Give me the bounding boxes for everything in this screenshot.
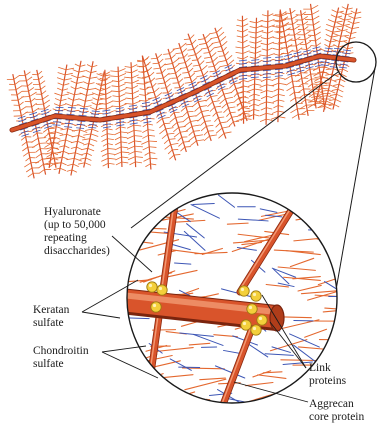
link-protein [251, 325, 261, 335]
link-protein [251, 291, 261, 301]
chondroitin-sulfate-chain [342, 295, 383, 301]
aggrecan-molecule [78, 119, 98, 167]
aggrecan-molecule [110, 67, 127, 117]
link-protein [241, 320, 251, 330]
aggrecan-molecule [295, 62, 314, 116]
chondroitin-sulfate-chain [291, 190, 324, 196]
keratan-sulfate-chain [327, 208, 344, 220]
aggrecan-molecule [140, 113, 157, 170]
aggrecan-molecule [235, 16, 249, 70]
aggrecan-molecule [19, 70, 40, 122]
hyaluronate-label: Hyaluronate (up to 50,000 repeating disaccharides) [44, 206, 110, 258]
chondroitin-sulfate-chain [281, 360, 317, 361]
link-protein [157, 285, 167, 295]
aggrecan-molecule [156, 108, 180, 160]
keratan-sulfate-chain [139, 197, 171, 200]
keratan-sulfate-chain [129, 374, 152, 387]
keratan-sulfate-chain [184, 407, 207, 419]
hyaluronate-tube-end [270, 305, 284, 331]
aggrecan-molecule [101, 119, 116, 168]
link-protein [247, 304, 257, 314]
keratan-sulfate-chain [278, 196, 307, 206]
chondroitin-sulfate-chain [237, 186, 273, 192]
chondroitin-sulfate-chain [336, 210, 373, 211]
aggrecan-molecule [259, 68, 274, 125]
aggrecan-core-protein-label: Aggrecan core protein [309, 398, 364, 424]
keratan-sulfate-chain [342, 298, 363, 303]
chondroitin-sulfate-chain [331, 244, 352, 245]
aggrecan-molecule [124, 62, 140, 114]
chondroitin-sulfate-chain [280, 398, 299, 405]
keratan-sulfate-chain [210, 192, 225, 193]
keratan-sulfate-chain [133, 406, 153, 414]
chondroitin-sulfate-chain [130, 374, 163, 385]
keratan-sulfate-chain [302, 221, 318, 222]
aggrecan-molecule [19, 126, 40, 178]
aggrecan-molecule [303, 4, 321, 57]
chondroitin-sulfate-chain [327, 202, 365, 211]
chondroitin-sulfate-label: Chondroitin sulfate [33, 345, 89, 371]
chondroitin-sulfate-chain [141, 189, 179, 191]
link-protein [151, 302, 161, 312]
proteoglycan-aggregate [7, 4, 361, 179]
chondroitin-sulfate-chain [332, 351, 351, 353]
aggrecan-molecule [7, 74, 28, 126]
aggrecan-molecule [173, 43, 200, 92]
keratan-sulfate-chain [170, 405, 191, 416]
aggrecan-molecule [32, 70, 51, 119]
chondroitin-sulfate-chain [255, 402, 297, 408]
zoom-line-right [336, 68, 375, 290]
chondroitin-sulfate-chain [171, 399, 207, 405]
keratan-sulfate-chain [330, 334, 353, 336]
link-proteins-label: Link proteins [309, 362, 346, 388]
aggrecan-molecule [192, 92, 217, 141]
zoom-source-circle [336, 42, 376, 82]
aggrecan-molecule [247, 69, 263, 120]
keratan-sulfate-chain [130, 407, 162, 413]
keratan-sulfate-chain [340, 232, 357, 241]
link-protein [239, 286, 249, 296]
chondroitin-sulfate-chain [325, 200, 346, 205]
aggrecan-molecule [77, 61, 97, 118]
link-protein [147, 282, 157, 292]
aggrecan-molecule [198, 34, 222, 80]
zoomed-detail [112, 185, 384, 425]
chondroitin-sulfate-chain [304, 389, 324, 390]
chondroitin-sulfate-chain [317, 235, 340, 239]
chondroitin-sulfate-chain [313, 390, 335, 391]
aggrecan-molecule [127, 115, 143, 167]
aggrecan-molecule [259, 10, 274, 67]
aggrecan-molecule [53, 65, 74, 117]
aggrecan-molecule [114, 117, 129, 167]
keratan-sulfate-chain [149, 403, 160, 412]
keratan-sulfate-label: Keratan sulfate [33, 304, 69, 330]
aggrecan-molecule [136, 56, 152, 113]
chondroitin-sulfate-chain [338, 339, 361, 342]
chondroitin-sulfate-chain [265, 405, 290, 409]
aggrecan-molecule [209, 27, 235, 74]
chondroitin-sulfate-chain [296, 388, 335, 394]
link-protein [257, 315, 267, 325]
chondroitin-sulfate-chain [186, 190, 207, 194]
keratan-sulfate-chain [166, 203, 183, 204]
